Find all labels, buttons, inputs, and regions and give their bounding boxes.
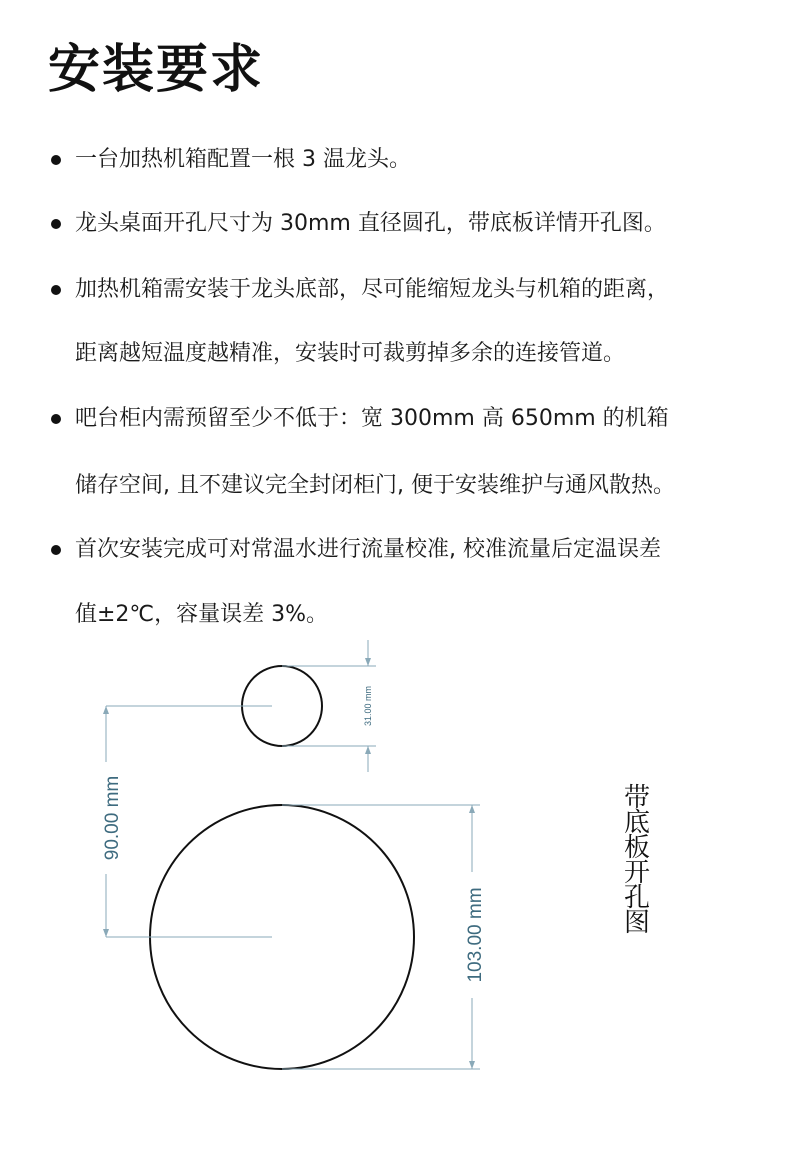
- plate-dim-arrow-bottom: [469, 1061, 475, 1069]
- bullet-line: 龙头桌面开孔尺寸为 30mm 直径圆孔，带底板详情开孔图。: [75, 211, 666, 236]
- bullet-line-continued: 值±2℃，容量误差 3%。: [75, 602, 329, 627]
- center-dist-arrow-bottom: [103, 929, 109, 937]
- caption-char: 图: [623, 908, 650, 938]
- caption-char: 带: [623, 783, 650, 813]
- page-title: 安装要求: [48, 40, 265, 100]
- bullet-line-continued: 距离越短温度越精准，安装时可裁剪掉多余的连接管道。: [75, 341, 626, 366]
- caption-char: 底: [623, 808, 650, 838]
- center-dist-arrow-top: [103, 706, 109, 714]
- plate-dim-arrow-top: [469, 805, 475, 813]
- bullet-line: 吧台柜内需预留至少不低于：宽 300mm 高 650mm 的机箱: [75, 406, 669, 431]
- small-hole-dimension-label: 31.00 mm: [363, 685, 373, 727]
- bullet-line: 加热机箱需安装于龙头底部，尽可能缩短龙头与机箱的距离，: [75, 277, 670, 302]
- caption-char: 开: [623, 858, 650, 888]
- small-dim-arrow-top: [365, 658, 371, 666]
- bullet-line: 首次安装完成可对常温水进行流量校准, 校准流量后定温误差: [75, 537, 661, 562]
- small-dim-arrow-bottom: [365, 746, 371, 754]
- bullet-line: 一台加热机箱配置一根 3 温龙头。: [75, 147, 411, 172]
- plate-dimension-label: 103.00 mm: [465, 887, 486, 983]
- center-distance-label: 90.00 mm: [102, 775, 123, 861]
- diagram-caption: [622, 783, 652, 938]
- caption-char: 孔: [623, 883, 650, 913]
- bullet-line-continued: 储存空间, 且不建议完全封闭柜门, 便于安装维护与通风散热。: [75, 473, 675, 498]
- caption-char: 板: [623, 833, 650, 863]
